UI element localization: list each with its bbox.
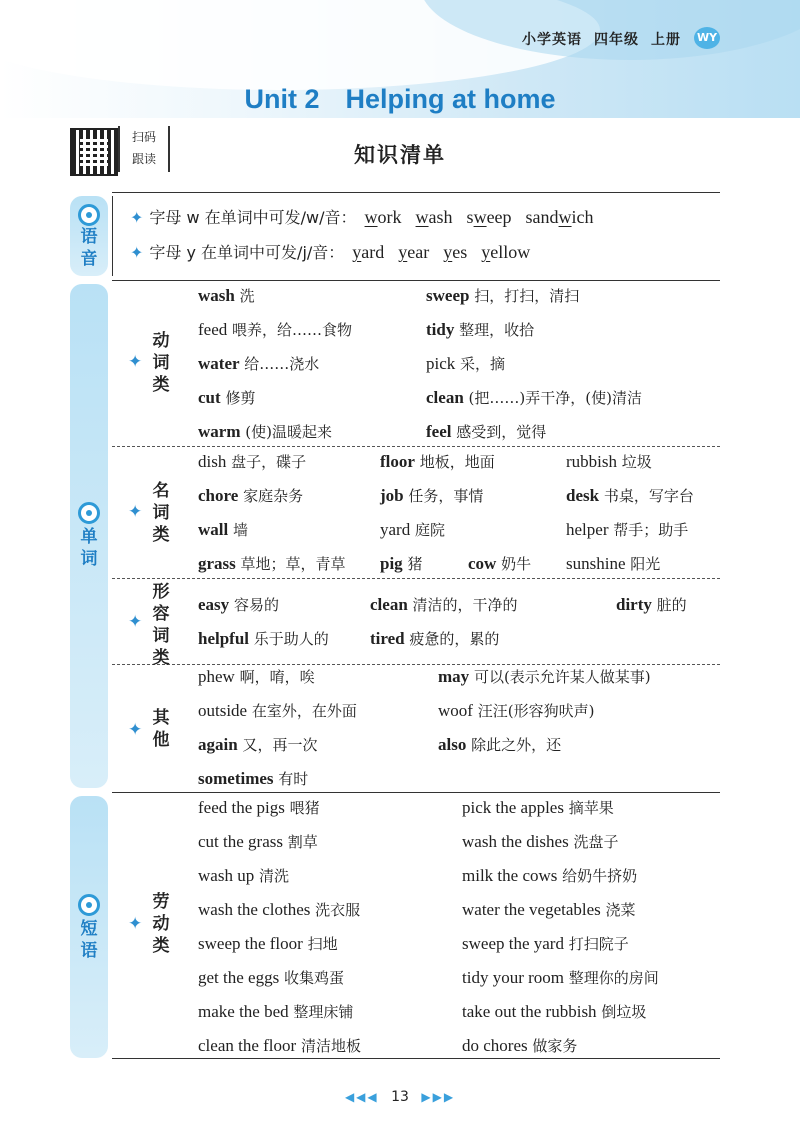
chinese-meaning: 收集鸡蛋: [279, 969, 344, 987]
word-entry: [566, 553, 660, 574]
chinese-meaning: 地板，地面: [414, 453, 495, 471]
diamond-bullet-icon: ✦: [128, 612, 143, 632]
english-term: woof: [438, 701, 473, 720]
english-term: clean: [370, 595, 408, 614]
chinese-meaning: 感受到，觉得: [451, 423, 547, 441]
english-term: helpful: [198, 629, 250, 648]
example-word: yard: [352, 242, 385, 262]
english-term: may: [438, 667, 470, 686]
word-entry: [380, 485, 483, 506]
english-term: feed: [198, 320, 228, 339]
phrase-entry: [462, 899, 636, 920]
divider: [112, 792, 720, 793]
phrase-entry: [462, 831, 619, 852]
diamond-bullet-icon: ✦: [130, 243, 144, 262]
word-entry: [198, 734, 317, 755]
english-term: make the bed: [198, 1002, 289, 1021]
chinese-meaning: 阳光: [625, 555, 661, 573]
chinese-meaning: 清洗: [254, 867, 289, 885]
chinese-meaning: 清洁地板: [296, 1037, 361, 1055]
word-entry: [198, 768, 308, 789]
category-verbs: 动词类: [152, 331, 170, 395]
chinese-meaning: 采，摘: [455, 355, 506, 373]
phrase-entry: [198, 797, 320, 818]
english-term: water: [198, 354, 240, 373]
word-entry: [566, 451, 652, 472]
chinese-meaning: 扫，打扫，清扫: [469, 287, 580, 305]
english-term: tired: [370, 629, 405, 648]
english-term: cut the grass: [198, 832, 283, 851]
english-term: pig: [380, 554, 403, 573]
english-term: warm: [198, 422, 241, 441]
target-icon: [78, 204, 100, 226]
english-term: pick the apples: [462, 798, 564, 817]
next-arrows-icon: ▶▶▶: [421, 1090, 456, 1104]
chinese-meaning: 喂养，给……食物: [227, 321, 353, 339]
word-entry: [566, 485, 694, 506]
phrase-entry: [462, 967, 659, 988]
word-entry: [198, 485, 303, 506]
english-term: clean the floor: [198, 1036, 297, 1055]
chinese-meaning: 浇菜: [600, 901, 636, 919]
example-word: work: [364, 207, 402, 227]
diamond-bullet-icon: ✦: [128, 914, 143, 934]
chinese-meaning: 给……浇水: [239, 355, 320, 373]
word-entry: [198, 553, 346, 574]
word-entry: [438, 734, 561, 755]
english-term: easy: [198, 595, 230, 614]
english-term: take out the rubbish: [462, 1002, 597, 1021]
category-nouns: 名词类: [152, 481, 170, 545]
english-term: wash up: [198, 866, 255, 885]
word-entry: [616, 594, 687, 615]
chinese-meaning: 可以(表示允许某人做某事): [469, 668, 651, 686]
chinese-meaning: 疲惫的，累的: [404, 630, 500, 648]
english-term: wash the dishes: [462, 832, 569, 851]
page-footer: [0, 1089, 800, 1105]
word-entry: [198, 519, 248, 540]
english-term: water the vegetables: [462, 900, 601, 919]
chinese-meaning: 喂猪: [284, 799, 320, 817]
chinese-meaning: 草地；草，青草: [235, 555, 346, 573]
example-word: yellow: [481, 242, 531, 262]
chinese-meaning: 猪: [402, 555, 423, 573]
section-label: 语音: [80, 227, 98, 269]
english-term: yard: [380, 520, 411, 539]
phrase-entry: [198, 967, 344, 988]
chinese-meaning: (使)温暖起来: [240, 423, 332, 441]
chinese-meaning: 又，再一次: [237, 736, 318, 754]
unit-title: Unit 2 Helping at home: [244, 84, 556, 114]
chinese-meaning: 洗: [234, 287, 255, 305]
english-term: dish: [198, 452, 227, 471]
chinese-meaning: 盘子，碟子: [226, 453, 307, 471]
divider: [112, 664, 720, 665]
target-icon: [78, 894, 100, 916]
word-entry: [198, 451, 306, 472]
english-term: get the eggs: [198, 968, 280, 987]
chinese-meaning: 有时: [273, 770, 309, 788]
english-term: sweep: [426, 286, 470, 305]
chinese-meaning: 割草: [282, 833, 318, 851]
diamond-bullet-icon: ✦: [128, 502, 143, 522]
chinese-meaning: 摘苹果: [563, 799, 614, 817]
chinese-meaning: 脏的: [651, 596, 687, 614]
english-term: grass: [198, 554, 236, 573]
word-entry: [198, 319, 352, 340]
example-word: sweep: [466, 207, 512, 227]
page-subtitle: 知识清单: [354, 143, 446, 167]
english-term: wall: [198, 520, 229, 539]
chinese-meaning: 清洁的，干净的: [407, 596, 518, 614]
english-term: feed the pigs: [198, 798, 285, 817]
phrase-entry: [198, 865, 289, 886]
english-term: wash the clothes: [198, 900, 311, 919]
chinese-meaning: 整理你的房间: [564, 969, 659, 987]
word-entry: [438, 700, 594, 721]
divider: [112, 192, 720, 193]
phrase-entry: [462, 865, 637, 886]
chinese-meaning: 奶牛: [496, 555, 532, 573]
english-term: sweep the floor: [198, 934, 303, 953]
chinese-meaning: 给奶牛挤奶: [557, 867, 638, 885]
english-term: again: [198, 735, 238, 754]
chinese-meaning: 帮手；助手: [608, 521, 689, 539]
word-entry: [370, 628, 499, 649]
english-term: dirty: [616, 595, 652, 614]
word-entry: [426, 387, 642, 408]
divider: [112, 578, 720, 579]
english-term: cow: [468, 554, 497, 573]
scan-to-read-label: 扫码 跟读: [118, 126, 170, 172]
diamond-bullet-icon: ✦: [128, 352, 143, 372]
english-term: do chores: [462, 1036, 528, 1055]
phrase-entry: [462, 797, 614, 818]
english-term: desk: [566, 486, 600, 505]
word-entry: [426, 353, 505, 374]
example-word: yes: [443, 242, 468, 262]
english-term: tidy your room: [462, 968, 564, 987]
example-word: year: [398, 242, 430, 262]
phrase-entry: [198, 933, 338, 954]
english-term: rubbish: [566, 452, 617, 471]
chinese-meaning: 修剪: [220, 389, 256, 407]
english-term: also: [438, 735, 467, 754]
phrase-entry: [462, 1001, 646, 1022]
english-term: phew: [198, 667, 235, 686]
word-entry: [426, 285, 579, 306]
section-tab-phonics: [70, 196, 108, 276]
english-term: chore: [198, 486, 239, 505]
english-term: milk the cows: [462, 866, 558, 885]
chinese-meaning: 除此之外，还: [466, 736, 562, 754]
phrase-entry: [198, 831, 318, 852]
word-entry: [198, 594, 279, 615]
chinese-meaning: 洗衣服: [310, 901, 361, 919]
english-term: outside: [198, 701, 248, 720]
chinese-meaning: 整理，收拾: [454, 321, 535, 339]
section-tab-words: [70, 284, 108, 788]
word-entry: [380, 451, 495, 472]
english-term: feel: [426, 422, 452, 441]
chinese-meaning: (把……)弄干净，(使)清洁: [463, 389, 642, 407]
word-entry: [370, 594, 518, 615]
english-term: sweep the yard: [462, 934, 564, 953]
divider: [112, 1058, 720, 1059]
book-series: 小学英语 四年级 上册: [522, 32, 681, 48]
phrase-entry: [198, 899, 360, 920]
english-term: cut: [198, 388, 221, 407]
phrase-entry: [462, 1035, 577, 1056]
diamond-bullet-icon: ✦: [130, 208, 144, 227]
english-term: sunshine: [566, 554, 626, 573]
chinese-meaning: 家庭杂务: [238, 487, 304, 505]
english-term: helper: [566, 520, 609, 539]
diamond-bullet-icon: ✦: [128, 720, 143, 740]
example-word: sandwich: [525, 207, 594, 227]
word-entry: [198, 666, 315, 687]
word-entry: [380, 519, 445, 540]
english-term: job: [380, 486, 404, 505]
chinese-meaning: 啊，唷，唉: [234, 668, 315, 686]
divider: [112, 446, 720, 447]
english-term: floor: [380, 452, 415, 471]
example-word: wash: [415, 207, 453, 227]
english-term: clean: [426, 388, 464, 407]
section-label: 短语: [80, 919, 98, 961]
word-entry: [426, 421, 546, 442]
chinese-meaning: 乐于助人的: [249, 630, 329, 648]
phonics-rule: ✦ 字母 y 在单词中可发/j/音： yard year yes yellow: [130, 242, 531, 262]
chinese-meaning: 垃圾: [617, 453, 652, 471]
word-entry: [198, 353, 319, 374]
english-term: pick: [426, 354, 456, 373]
english-term: tidy: [426, 320, 455, 339]
chinese-meaning: 整理床铺: [288, 1003, 354, 1021]
edition-badge: WY: [694, 27, 720, 49]
page-number: 13: [391, 1089, 409, 1105]
english-term: sometimes: [198, 769, 274, 788]
chinese-meaning: 洗盘子: [568, 833, 619, 851]
word-entry: [198, 421, 332, 442]
chinese-meaning: 任务，事情: [403, 487, 484, 505]
chinese-meaning: 在室外，在外面: [247, 702, 357, 720]
chinese-meaning: 倒垃圾: [596, 1003, 647, 1021]
english-term: wash: [198, 286, 235, 305]
word-entry: [438, 666, 651, 687]
word-entry: [380, 553, 422, 574]
word-entry: [198, 628, 329, 649]
category-chores: 劳动类: [152, 892, 170, 956]
category-adjectives: 形容词类: [152, 582, 170, 668]
divider: [112, 280, 720, 281]
chinese-meaning: 打扫院子: [563, 935, 629, 953]
category-others: 其他: [152, 708, 170, 750]
word-entry: [198, 387, 255, 408]
word-entry: [426, 319, 534, 340]
target-icon: [78, 502, 100, 524]
section-tab-phrases: [70, 796, 108, 1058]
section-label: 单词: [80, 527, 98, 569]
phrase-entry: [198, 1001, 353, 1022]
chinese-meaning: 扫地: [302, 935, 338, 953]
word-entry: [198, 285, 255, 306]
column-rule: [112, 196, 113, 276]
phonics-rule: ✦ 字母 w 在单词中可发/w/音： work wash sweep sandwich: [130, 207, 594, 227]
word-entry: [198, 700, 357, 721]
chinese-meaning: 汪汪(形容狗吠声): [472, 702, 595, 720]
prev-arrows-icon: ◀◀◀: [344, 1090, 379, 1104]
chinese-meaning: 容易的: [229, 596, 279, 614]
phrase-entry: [198, 1035, 361, 1056]
phrase-entry: [462, 933, 629, 954]
word-entry: [468, 553, 531, 574]
chinese-meaning: 庭院: [410, 521, 445, 539]
chinese-meaning: 做家务: [527, 1037, 578, 1055]
word-entry: [566, 519, 688, 540]
chinese-meaning: 墙: [228, 521, 249, 539]
chinese-meaning: 书桌，写字台: [599, 487, 694, 505]
